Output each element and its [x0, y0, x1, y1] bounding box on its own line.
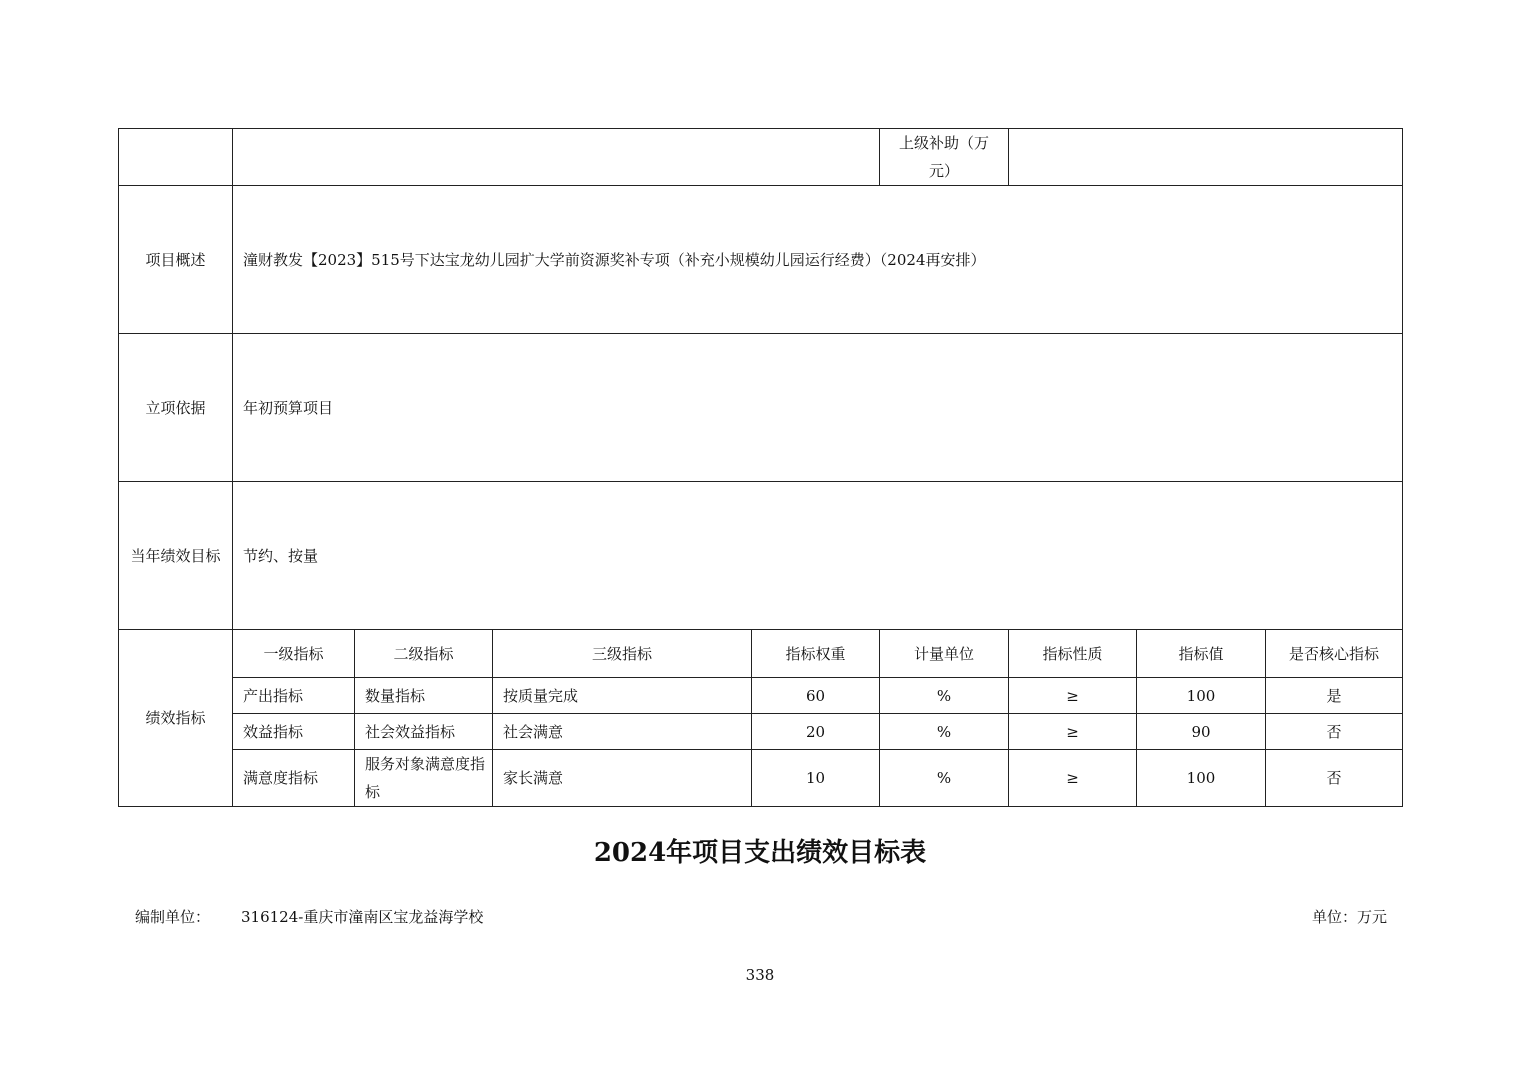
compiler-label: 编制单位：	[135, 908, 211, 926]
row1-level1: 产出指标	[233, 678, 355, 714]
subsidy-row-label-cell	[119, 129, 233, 186]
header-nature: 指标性质	[1009, 630, 1137, 678]
row3-nature: ≥	[1009, 750, 1137, 807]
basis-row	[119, 334, 1403, 482]
row1-level2: 数量指标	[355, 678, 493, 714]
row2-nature: ≥	[1009, 714, 1137, 750]
row3-level1: 满意度指标	[233, 750, 355, 807]
subsidy-row-blank-cell	[233, 129, 880, 186]
goal-text: 节约、按量	[233, 482, 1403, 630]
overview-label: 项目概述	[119, 186, 233, 334]
header-level1: 一级指标	[233, 630, 355, 678]
superior-subsidy-label: 上级补助（万元）	[880, 129, 1009, 186]
row1-value: 100	[1137, 678, 1266, 714]
row3-weight: 10	[752, 750, 880, 807]
basis-text: 年初预算项目	[233, 334, 1403, 482]
goal-label: 当年绩效目标	[119, 482, 233, 630]
subsidy-row	[119, 129, 1403, 186]
page-title: 2024年项目支出绩效目标表	[593, 838, 927, 868]
row2-level1: 效益指标	[233, 714, 355, 750]
indicators-label: 绩效指标	[119, 630, 233, 807]
header-level3: 三级指标	[493, 630, 752, 678]
row1-level3: 按质量完成	[493, 678, 752, 714]
header-value: 指标值	[1137, 630, 1266, 678]
row2-level3: 社会满意	[493, 714, 752, 750]
overview-text: 潼财教发【2023】515号下达宝龙幼儿园扩大学前资源奖补专项（补充小规模幼儿园运行经费）（2024再安排）	[233, 186, 1403, 334]
table-row	[119, 678, 1403, 714]
row2-core: 否	[1266, 714, 1403, 750]
row3-value: 100	[1137, 750, 1266, 807]
basis-label: 立项依据	[119, 334, 233, 482]
page-number: 338	[745, 966, 775, 984]
row1-nature: ≥	[1009, 678, 1137, 714]
row1-weight: 60	[752, 678, 880, 714]
header-level2: 二级指标	[355, 630, 493, 678]
row3-unit: %	[880, 750, 1009, 807]
row2-level2: 社会效益指标	[355, 714, 493, 750]
compiler-value: 316124-重庆市潼南区宝龙益海学校	[241, 908, 484, 926]
overview-row	[119, 186, 1403, 334]
table-row	[119, 714, 1403, 750]
unit-label: 单位：万元	[1312, 908, 1388, 926]
row1-unit: %	[880, 678, 1009, 714]
row2-unit: %	[880, 714, 1009, 750]
indicator-header-row	[119, 630, 1403, 678]
performance-table	[118, 128, 1403, 807]
row3-level2: 服务对象满意度指标	[355, 750, 493, 807]
header-core: 是否核心指标	[1266, 630, 1403, 678]
header-unit: 计量单位	[880, 630, 1009, 678]
row3-core: 否	[1266, 750, 1403, 807]
row2-weight: 20	[752, 714, 880, 750]
goal-row	[119, 482, 1403, 630]
row3-level3: 家长满意	[493, 750, 752, 807]
row2-value: 90	[1137, 714, 1266, 750]
superior-subsidy-value	[1009, 129, 1403, 186]
header-weight: 指标权重	[752, 630, 880, 678]
table-row	[119, 750, 1403, 807]
row1-core: 是	[1266, 678, 1403, 714]
